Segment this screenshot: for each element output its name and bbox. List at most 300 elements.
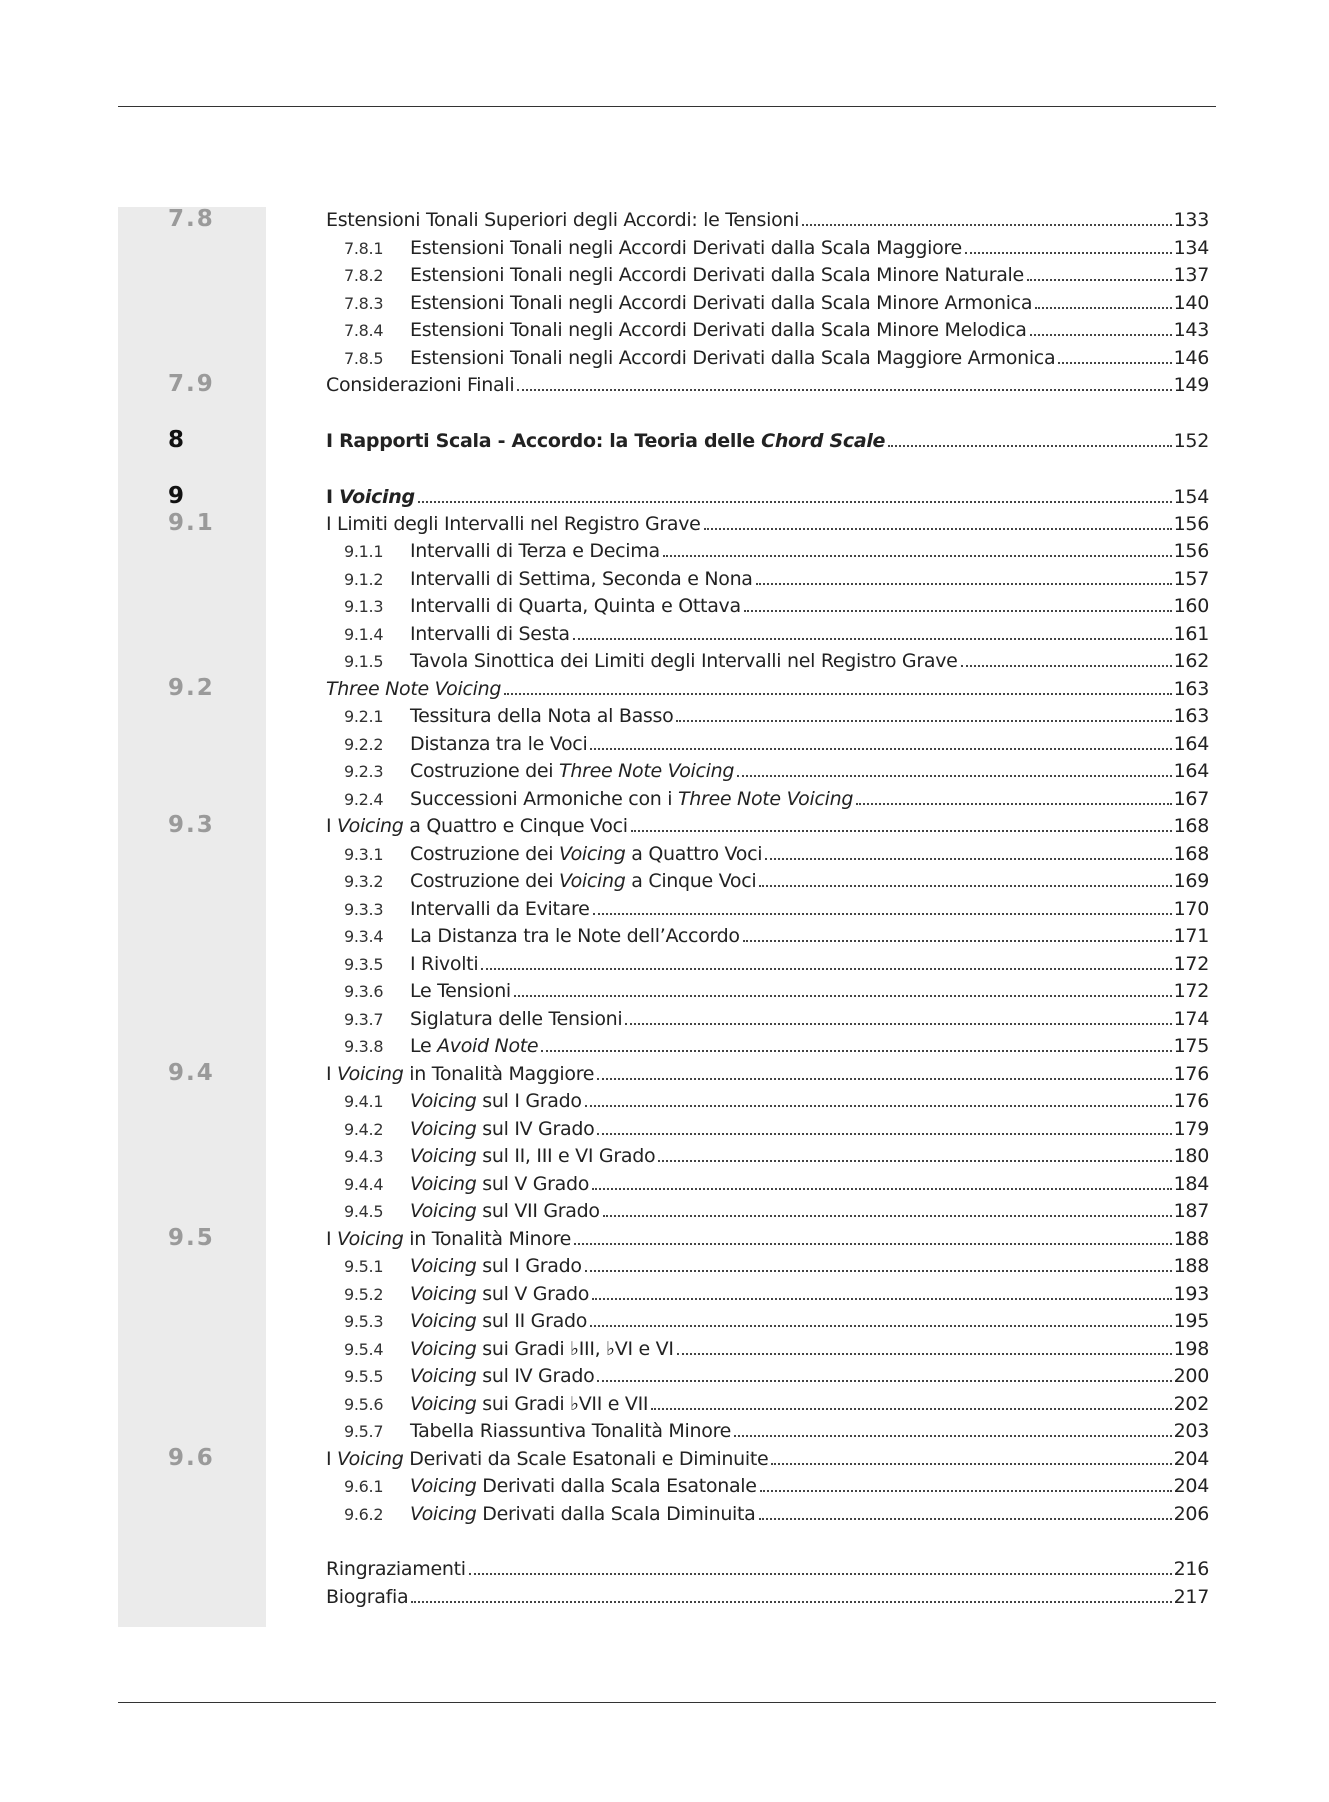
chapter-number: 7.8 <box>168 206 215 232</box>
page-number: 160 <box>1173 595 1209 617</box>
dot-leader <box>585 1105 1172 1107</box>
entry-title-part: Estensioni Tonali negli Accordi Derivati dalla Scala Maggiore <box>410 237 962 259</box>
dot-leader <box>961 665 1172 667</box>
page-number: 184 <box>1173 1173 1209 1195</box>
dot-leader <box>469 1573 1172 1575</box>
dot-leader <box>592 1188 1172 1190</box>
entry-title <box>410 1143 655 1170</box>
page-number: 149 <box>1173 374 1209 396</box>
section-number: 7.8.3 <box>344 294 384 313</box>
toc-entry[interactable] <box>0 703 1329 730</box>
entry-title-part: Three Note Voicing <box>677 788 854 810</box>
entry-title-part: Intervalli di Terza e Decima <box>410 540 660 562</box>
entry-title <box>326 1226 571 1253</box>
page-number: 162 <box>1173 650 1209 672</box>
dot-leader <box>743 940 1172 942</box>
section-number: 9.1.4 <box>344 625 384 644</box>
toc-entry[interactable] <box>0 1336 1329 1363</box>
section-number: 9.1.5 <box>344 652 384 671</box>
entry-title <box>410 1418 731 1445</box>
entry-title <box>410 621 570 648</box>
entry-title-part: Tavola Sinottica dei Limiti degli Intervalli nel Registro Grave <box>410 650 958 672</box>
toc-entry[interactable] <box>0 484 1329 511</box>
entry-title-part: Derivati dalla Scala Esatonale <box>476 1475 757 1497</box>
entry-title <box>410 951 478 978</box>
page-number: 179 <box>1173 1118 1209 1140</box>
toc-entry[interactable] <box>0 1061 1329 1088</box>
toc-entry[interactable] <box>0 813 1329 840</box>
entry-title <box>410 841 762 868</box>
dot-leader <box>541 1050 1171 1052</box>
section-number: 9.5.1 <box>344 1257 384 1276</box>
toc-entry[interactable] <box>0 511 1329 538</box>
toc-entry[interactable] <box>0 923 1329 950</box>
page-number: 146 <box>1173 347 1209 369</box>
page-number: 204 <box>1173 1448 1209 1470</box>
entry-title-part: I Rapporti Scala - Accordo: la Teoria delle <box>326 430 762 452</box>
toc-entry[interactable] <box>0 648 1329 675</box>
toc-entry[interactable] <box>0 786 1329 813</box>
entry-title <box>326 1061 594 1088</box>
entry-title-part: I <box>326 486 340 508</box>
page-number: 172 <box>1173 980 1209 1002</box>
entry-title-part: Distanza tra le Voci <box>410 733 588 755</box>
entry-title <box>410 345 1055 372</box>
entry-title-part: Estensioni Tonali negli Accordi Derivati dalla Scala Minore Naturale <box>410 264 1024 286</box>
entry-title-part: a Cinque Voci <box>625 870 757 892</box>
dot-leader <box>597 1380 1171 1382</box>
dot-leader <box>744 610 1172 612</box>
entry-title <box>410 758 734 785</box>
section-number: 9.6.1 <box>344 1477 384 1496</box>
page-number: 133 <box>1173 209 1209 231</box>
entry-title <box>326 1446 768 1473</box>
page-number: 168 <box>1173 843 1209 865</box>
page-number: 171 <box>1173 925 1209 947</box>
page-number: 180 <box>1173 1145 1209 1167</box>
page-number: 140 <box>1173 292 1209 314</box>
entry-title <box>326 484 415 511</box>
toc-entry[interactable] <box>0 207 1329 234</box>
entry-title-part: Voicing <box>410 1090 477 1112</box>
entry-title-part: sul IV Grado <box>476 1365 595 1387</box>
toc-entry[interactable] <box>0 317 1329 344</box>
section-number: 9.1.1 <box>344 542 384 561</box>
entry-title <box>410 648 958 675</box>
entry-title-part: Voicing <box>410 1283 477 1305</box>
entry-title-part: in Tonalità Maggiore <box>403 1063 595 1085</box>
entry-title-part: Estensioni Tonali Superiori degli Accordi: le Tensioni <box>326 209 800 231</box>
entry-title <box>410 786 853 813</box>
entry-title <box>326 428 885 455</box>
page-number: 188 <box>1173 1255 1209 1277</box>
toc-entry[interactable] <box>0 1033 1329 1060</box>
page-number: 134 <box>1173 237 1209 259</box>
entry-title-part: I <box>326 815 338 837</box>
toc-entry[interactable] <box>0 290 1329 317</box>
entry-title-part: sul II Grado <box>476 1310 588 1332</box>
toc-entry[interactable] <box>0 621 1329 648</box>
entry-title <box>410 1391 648 1418</box>
page-number: 154 <box>1173 486 1209 508</box>
dot-leader <box>759 1518 1172 1520</box>
toc-entry[interactable] <box>0 1198 1329 1225</box>
entry-title <box>410 1308 587 1335</box>
page-number: 198 <box>1173 1338 1209 1360</box>
section-number: 9.2.4 <box>344 790 384 809</box>
dot-leader <box>663 555 1172 557</box>
entry-title-part: I <box>326 1228 338 1250</box>
page-number: 172 <box>1173 953 1209 975</box>
toc-entry[interactable] <box>0 1253 1329 1280</box>
page-number: 203 <box>1173 1420 1209 1442</box>
toc-entry[interactable] <box>0 1584 1329 1611</box>
dot-leader <box>590 1325 1172 1327</box>
page-number: 200 <box>1173 1365 1209 1387</box>
dot-leader <box>965 252 1172 254</box>
section-number: 9.5.2 <box>344 1285 384 1304</box>
section-number: 9.4.5 <box>344 1202 384 1221</box>
entry-title <box>410 1198 600 1225</box>
entry-title-part: I <box>326 1448 338 1470</box>
dot-leader <box>1058 362 1171 364</box>
section-number: 9.4.1 <box>344 1092 384 1111</box>
dot-leader <box>411 1601 1171 1603</box>
page-number: 170 <box>1173 898 1209 920</box>
dot-leader <box>1035 307 1171 309</box>
toc-entry[interactable] <box>0 1006 1329 1033</box>
entry-title-part: Voicing <box>410 1145 477 1167</box>
toc-entry[interactable] <box>0 841 1329 868</box>
entry-title-part: sul II, III e VI Grado <box>476 1145 656 1167</box>
section-number: 9.1.2 <box>344 570 384 589</box>
section-number: 9.4.4 <box>344 1175 384 1194</box>
entry-title-part: sul I Grado <box>476 1090 582 1112</box>
dot-leader <box>756 583 1172 585</box>
dot-leader <box>759 885 1171 887</box>
entry-title-part: Successioni Armoniche con i <box>410 788 678 810</box>
toc-entry[interactable] <box>0 1281 1329 1308</box>
entry-title <box>326 1556 466 1583</box>
entry-title-part: Costruzione dei <box>410 843 560 865</box>
dot-leader <box>1027 279 1172 281</box>
chapter-number: 9 <box>168 483 185 509</box>
dot-leader <box>760 1490 1172 1492</box>
dot-leader <box>1030 334 1172 336</box>
section-number: 9.2.3 <box>344 762 384 781</box>
entry-title <box>410 1501 756 1528</box>
dot-leader <box>802 224 1172 226</box>
entry-title-part: Voicing <box>410 1310 477 1332</box>
entry-title-part: Three Note Voicing <box>326 678 502 700</box>
entry-title <box>326 511 701 538</box>
page-number: 188 <box>1173 1228 1209 1250</box>
toc-entry[interactable] <box>0 1556 1329 1583</box>
toc-entry[interactable] <box>0 676 1329 703</box>
entry-title-part: Voicing <box>410 1503 477 1525</box>
entry-title <box>326 1584 408 1611</box>
dot-leader <box>585 1270 1172 1272</box>
entry-title <box>410 1088 582 1115</box>
page-number: 164 <box>1173 733 1209 755</box>
entry-title-part: Three Note Voicing <box>559 760 735 782</box>
toc-entry[interactable] <box>0 868 1329 895</box>
entry-title-part: Costruzione dei <box>410 870 560 892</box>
toc-entry[interactable] <box>0 1391 1329 1418</box>
entry-title <box>326 372 514 399</box>
section-number: 9.3.1 <box>344 845 384 864</box>
toc-entry[interactable] <box>0 1116 1329 1143</box>
section-number: 9.4.2 <box>344 1120 384 1139</box>
page-number: 216 <box>1173 1558 1209 1580</box>
toc-entry[interactable] <box>0 731 1329 758</box>
entry-title <box>410 1336 674 1363</box>
section-number: 9.2.1 <box>344 707 384 726</box>
page-number: 164 <box>1173 760 1209 782</box>
entry-title-part: Tessitura della Nota al Basso <box>410 705 674 727</box>
toc-entry[interactable] <box>0 1446 1329 1473</box>
dot-leader <box>704 528 1172 530</box>
section-number: 9.4.3 <box>344 1147 384 1166</box>
dot-leader <box>574 1243 1172 1245</box>
entry-title <box>410 703 673 730</box>
entry-title-part: Derivati dalla Scala Diminuita <box>476 1503 756 1525</box>
toc-entry[interactable] <box>0 1363 1329 1390</box>
entry-title-part: Estensioni Tonali negli Accordi Derivati dalla Scala Maggiore Armonica <box>410 347 1056 369</box>
entry-title <box>326 813 628 840</box>
bottom-rule <box>118 1702 1216 1703</box>
dot-leader <box>597 1133 1171 1135</box>
entry-title-part: sul V Grado <box>476 1283 590 1305</box>
toc-entry[interactable] <box>0 1143 1329 1170</box>
toc-entry[interactable] <box>0 372 1329 399</box>
dot-leader <box>603 1215 1172 1217</box>
section-number: 7.8.2 <box>344 266 384 285</box>
chapter-number: 8 <box>168 427 185 453</box>
entry-title-part: sul V Grado <box>476 1173 590 1195</box>
dot-leader <box>481 968 1171 970</box>
toc-entry[interactable] <box>0 428 1329 455</box>
toc-entry[interactable] <box>0 593 1329 620</box>
page-number: 176 <box>1173 1063 1209 1085</box>
chapter-number: 9.6 <box>168 1445 215 1471</box>
entry-title-part: Voicing <box>410 1365 477 1387</box>
entry-title-part: I Limiti degli Intervalli nel Registro Grave <box>326 513 701 535</box>
page-number: 204 <box>1173 1475 1209 1497</box>
entry-title-part: sui Gradi ♭VII e VII <box>476 1393 649 1415</box>
entry-title-part: Considerazioni Finali <box>326 374 515 396</box>
page-number: 176 <box>1173 1090 1209 1112</box>
dot-leader <box>734 1435 1172 1437</box>
chapter-number: 9.3 <box>168 812 215 838</box>
dot-leader <box>597 1078 1171 1080</box>
entry-title-part: Le Tensioni <box>410 980 511 1002</box>
entry-title-part: Voicing <box>337 1063 404 1085</box>
toc-entry[interactable] <box>0 896 1329 923</box>
entry-title <box>326 207 799 234</box>
section-number: 9.6.2 <box>344 1505 384 1524</box>
page-number: 163 <box>1173 705 1209 727</box>
page-number: 163 <box>1173 678 1209 700</box>
toc-entry[interactable] <box>0 1171 1329 1198</box>
page-number: 156 <box>1173 540 1209 562</box>
toc-entry[interactable] <box>0 1418 1329 1445</box>
entry-title-part: Intervalli da Evitare <box>410 898 590 920</box>
entry-title <box>410 1033 538 1060</box>
dot-leader <box>514 995 1172 997</box>
section-number: 7.8.4 <box>344 321 384 340</box>
chapter-number: 7.9 <box>168 371 215 397</box>
entry-title-part: Voicing <box>410 1173 477 1195</box>
entry-title-part: Derivati da Scale Esatonali e Diminuite <box>403 1448 769 1470</box>
entry-title-part: Siglatura delle Tensioni <box>410 1008 623 1030</box>
page-number: 195 <box>1173 1310 1209 1332</box>
toc-entry[interactable] <box>0 538 1329 565</box>
toc-entry[interactable] <box>0 1088 1329 1115</box>
entry-title <box>410 1253 582 1280</box>
toc-entry[interactable] <box>0 235 1329 262</box>
page-number: 217 <box>1173 1586 1209 1608</box>
entry-title-part: in Tonalità Minore <box>403 1228 572 1250</box>
dot-leader <box>771 1463 1171 1465</box>
chapter-number: 9.2 <box>168 675 215 701</box>
entry-title-part: Voicing <box>337 1448 404 1470</box>
page-number: 206 <box>1173 1503 1209 1525</box>
dot-leader <box>677 1353 1172 1355</box>
entry-title-part: sul I Grado <box>476 1255 582 1277</box>
page-number: 157 <box>1173 568 1209 590</box>
entry-title <box>410 262 1024 289</box>
section-number: 9.3.6 <box>344 982 384 1001</box>
entry-title <box>410 290 1032 317</box>
section-number: 7.8.1 <box>344 239 384 258</box>
entry-title-part: Voicing <box>410 1255 477 1277</box>
toc-entry[interactable] <box>0 566 1329 593</box>
entry-title <box>410 538 660 565</box>
page-number: 161 <box>1173 623 1209 645</box>
dot-leader <box>517 389 1171 391</box>
entry-title-part: Voicing <box>410 1475 477 1497</box>
section-number: 7.8.5 <box>344 349 384 368</box>
section-number: 9.5.4 <box>344 1340 384 1359</box>
entry-title-part: Costruzione dei <box>410 760 560 782</box>
toc-entry[interactable] <box>0 951 1329 978</box>
dot-leader <box>418 501 1172 503</box>
toc-entry[interactable] <box>0 1501 1329 1528</box>
entry-title-part: Tabella Riassuntiva Tonalità Minore <box>410 1420 732 1442</box>
entry-title <box>410 1363 594 1390</box>
entry-title-part: a Quattro e Cinque Voci <box>403 815 628 837</box>
page-number: 143 <box>1173 319 1209 341</box>
entry-title-part: Le <box>410 1035 438 1057</box>
entry-title-part: Voicing <box>339 486 415 508</box>
section-number: 9.3.4 <box>344 927 384 946</box>
entry-title-part: I Rivolti <box>410 953 479 975</box>
chapter-number: 9.1 <box>168 510 215 536</box>
dot-leader <box>651 1408 1171 1410</box>
entry-title <box>410 235 962 262</box>
section-number: 9.1.3 <box>344 597 384 616</box>
dot-leader <box>573 638 1172 640</box>
page-number: 169 <box>1173 870 1209 892</box>
page-number: 137 <box>1173 264 1209 286</box>
dot-leader <box>737 775 1171 777</box>
section-number: 9.5.3 <box>344 1312 384 1331</box>
page-number: 187 <box>1173 1200 1209 1222</box>
dot-leader <box>504 693 1172 695</box>
entry-title-part: Ringraziamenti <box>326 1558 466 1580</box>
page-number: 193 <box>1173 1283 1209 1305</box>
entry-title <box>410 566 753 593</box>
chapter-number: 9.4 <box>168 1060 215 1086</box>
section-number: 9.3.2 <box>344 872 384 891</box>
entry-title <box>326 676 501 703</box>
toc-entry[interactable] <box>0 1226 1329 1253</box>
dot-leader <box>625 1023 1171 1025</box>
entry-title <box>410 593 741 620</box>
entry-title-part: Voicing <box>410 1393 477 1415</box>
entry-title-part: Estensioni Tonali negli Accordi Derivati dalla Scala Minore Armonica <box>410 292 1033 314</box>
dot-leader <box>765 858 1171 860</box>
entry-title-part: Estensioni Tonali negli Accordi Derivati dalla Scala Minore Melodica <box>410 319 1027 341</box>
entry-title-part: Voicing <box>559 870 626 892</box>
entry-title <box>410 317 1027 344</box>
entry-title-part: Voicing <box>337 1228 404 1250</box>
entry-title-part: Voicing <box>410 1118 477 1140</box>
dot-leader <box>888 445 1171 447</box>
entry-title-part: La Distanza tra le Note dell’Accordo <box>410 925 740 947</box>
section-number: 9.5.6 <box>344 1395 384 1414</box>
entry-title-part: Voicing <box>410 1200 477 1222</box>
toc-entry[interactable] <box>0 345 1329 372</box>
entry-title <box>410 1171 589 1198</box>
entry-title <box>410 1281 589 1308</box>
entry-title <box>410 731 587 758</box>
page-number: 202 <box>1173 1393 1209 1415</box>
entry-title-part: I <box>326 1063 338 1085</box>
dot-leader <box>592 1298 1172 1300</box>
toc-entry[interactable] <box>0 262 1329 289</box>
entry-title-part: Chord Scale <box>761 430 886 452</box>
page-number: 175 <box>1173 1035 1209 1057</box>
entry-title <box>410 1006 622 1033</box>
dot-leader <box>676 720 1171 722</box>
page-number: 174 <box>1173 1008 1209 1030</box>
entry-title-part: sul IV Grado <box>476 1118 595 1140</box>
chapter-number: 9.5 <box>168 1225 215 1251</box>
toc-entry[interactable] <box>0 978 1329 1005</box>
section-number: 9.5.7 <box>344 1422 384 1441</box>
section-number: 9.3.5 <box>344 955 384 974</box>
dot-leader <box>631 830 1172 832</box>
entry-title-part: Voicing <box>410 1338 477 1360</box>
page-number: 168 <box>1173 815 1209 837</box>
entry-title-part: a Quattro Voci <box>625 843 763 865</box>
toc-entry[interactable] <box>0 1473 1329 1500</box>
entry-title-part: sul VII Grado <box>476 1200 600 1222</box>
toc-entry[interactable] <box>0 1308 1329 1335</box>
toc-entry[interactable] <box>0 758 1329 785</box>
section-number: 9.5.5 <box>344 1367 384 1386</box>
entry-title-part: Voicing <box>559 843 626 865</box>
entry-title-part: Intervalli di Sesta <box>410 623 570 645</box>
entry-title-part: Biografia <box>326 1586 409 1608</box>
page-number: 152 <box>1173 430 1209 452</box>
dot-leader <box>658 1160 1171 1162</box>
section-number: 9.3.7 <box>344 1010 384 1029</box>
entry-title-part: Intervalli di Settima, Seconda e Nona <box>410 568 753 590</box>
page-number: 156 <box>1173 513 1209 535</box>
